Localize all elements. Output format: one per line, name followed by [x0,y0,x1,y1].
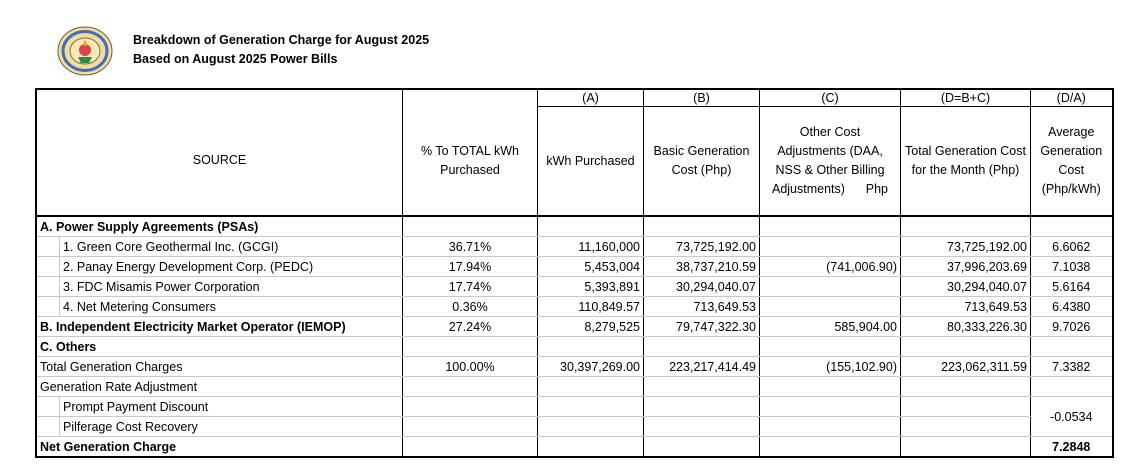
header-other-cost [760,107,901,217]
row-total-gen-other: (155,102.90) [760,357,901,377]
header-total-cost: Total Generation Cost for the Month (Php) [901,107,1031,217]
row-fdc-basic: 30,294,040.07 [644,277,760,297]
row-gcgi-basic: 73,725,192.00 [644,237,760,257]
row-fdc-pct: 17.74% [403,277,538,297]
row-net-metering-other [760,297,901,317]
pct-header-top [403,89,538,107]
table-row [36,257,1113,277]
row-gcgi-avg: 6.6062 [1031,237,1113,257]
col-letter-da: (D/A) [1031,89,1113,107]
row-net-metering-total: 713,649.53 [901,297,1031,317]
header-other-line-4: Adjustments) Php [771,182,889,196]
row-net-metering-basic: 713,649.53 [644,297,760,317]
row-total-gen-kwh: 30,397,269.00 [538,357,644,377]
header-source: SOURCE [36,107,403,217]
generation-charge-table [35,88,1114,458]
adjustment-value: -0.0534 [1031,397,1113,437]
row-fdc-source: 3. FDC Misamis Power Corporation [60,277,403,297]
row-pedc-avg: 7.1038 [1031,257,1113,277]
row-total-gen-basic: 223,217,414.49 [644,357,760,377]
row-iemop-source: B. Independent Electricity Market Operator (IEMOP) [36,317,403,337]
row-gcgi-pct: 36.71% [403,237,538,257]
table-row [36,277,1113,297]
row-gcgi-other [760,237,901,257]
report-subtitle: Based on August 2025 Power Bills [133,52,338,66]
row-pedc-kwh: 5,453,004 [538,257,644,277]
section-a-label: A. Power Supply Agreements (PSAs) [36,216,403,237]
row-pedc-other: (741,006.90) [760,257,901,277]
row-net-metering-kwh: 110,849.57 [538,297,644,317]
row-fdc-total: 30,294,040.07 [901,277,1031,297]
table-row [36,377,1113,397]
header-avg-cost: Average Generation Cost (Php/kWh) [1031,107,1113,217]
row-pedc-pct: 17.94% [403,257,538,277]
header-other-line-1: Other Cost [799,125,861,139]
row-fdc-avg: 5.6164 [1031,277,1113,297]
section-a-row [36,216,1113,237]
row-gcgi-source: 1. Green Core Geothermal Inc. (GCGI) [60,237,403,257]
header-other-line-3: NSS & Other Billing [775,163,885,177]
source-header-top [36,89,403,107]
row-total-gen-total: 223,062,311.59 [901,357,1031,377]
row-net-metering-pct: 0.36% [403,297,538,317]
net-generation-row [36,437,1113,458]
row-iemop-total: 80,333,226.30 [901,317,1031,337]
row-net-metering-avg: 6.4380 [1031,297,1113,317]
table-row [36,237,1113,257]
table-row [36,317,1113,337]
section-c-row [36,337,1113,357]
row-iemop-basic: 79,747,322.30 [644,317,760,337]
report-title-block [133,31,429,69]
prompt-payment-discount-label: Prompt Payment Discount [60,397,403,417]
table-row [36,357,1113,377]
report-title: Breakdown of Generation Charge for August 2025 [133,33,430,47]
row-iemop-avg: 9.7026 [1031,317,1113,337]
row-gcgi-kwh: 11,160,000 [538,237,644,257]
col-letter-d: (D=B+C) [901,89,1031,107]
net-generation-value: 7.2848 [1031,437,1113,458]
pilferage-cost-recovery-label: Pilferage Cost Recovery [60,417,403,437]
row-total-gen-pct: 100.00% [403,357,538,377]
net-generation-label: Net Generation Charge [36,437,403,458]
table-row [36,417,1113,437]
row-gcgi-total: 73,725,192.00 [901,237,1031,257]
header-other-line-2: Adjustments (DAA, [777,144,883,158]
row-fdc-other [760,277,901,297]
row-pedc-basic: 38,737,210.59 [644,257,760,277]
header-kwh: kWh Purchased [538,107,644,217]
header-basic-cost: Basic Generation Cost (Php) [644,107,760,217]
table-row [36,397,1113,417]
cooperative-logo [57,26,113,76]
row-total-gen-avg: 7.3382 [1031,357,1113,377]
row-fdc-kwh: 5,393,891 [538,277,644,297]
row-iemop-pct: 27.24% [403,317,538,337]
section-c-label: C. Others [36,337,403,357]
header-pct: % To TOTAL kWh Purchased [403,107,538,217]
gen-rate-adjustment-label: Generation Rate Adjustment [36,377,403,397]
table-row [36,297,1113,317]
row-pedc-source: 2. Panay Energy Development Corp. (PEDC) [60,257,403,277]
row-total-gen-source: Total Generation Charges [36,357,403,377]
col-letter-c: (C) [760,89,901,107]
column-letter-row [36,89,1113,107]
row-pedc-total: 37,996,203.69 [901,257,1031,277]
row-net-metering-source: 4. Net Metering Consumers [60,297,403,317]
row-iemop-other: 585,904.00 [760,317,901,337]
column-header-row [36,107,1113,217]
row-iemop-kwh: 8,279,525 [538,317,644,337]
col-letter-b: (B) [644,89,760,107]
col-letter-a: (A) [538,89,644,107]
